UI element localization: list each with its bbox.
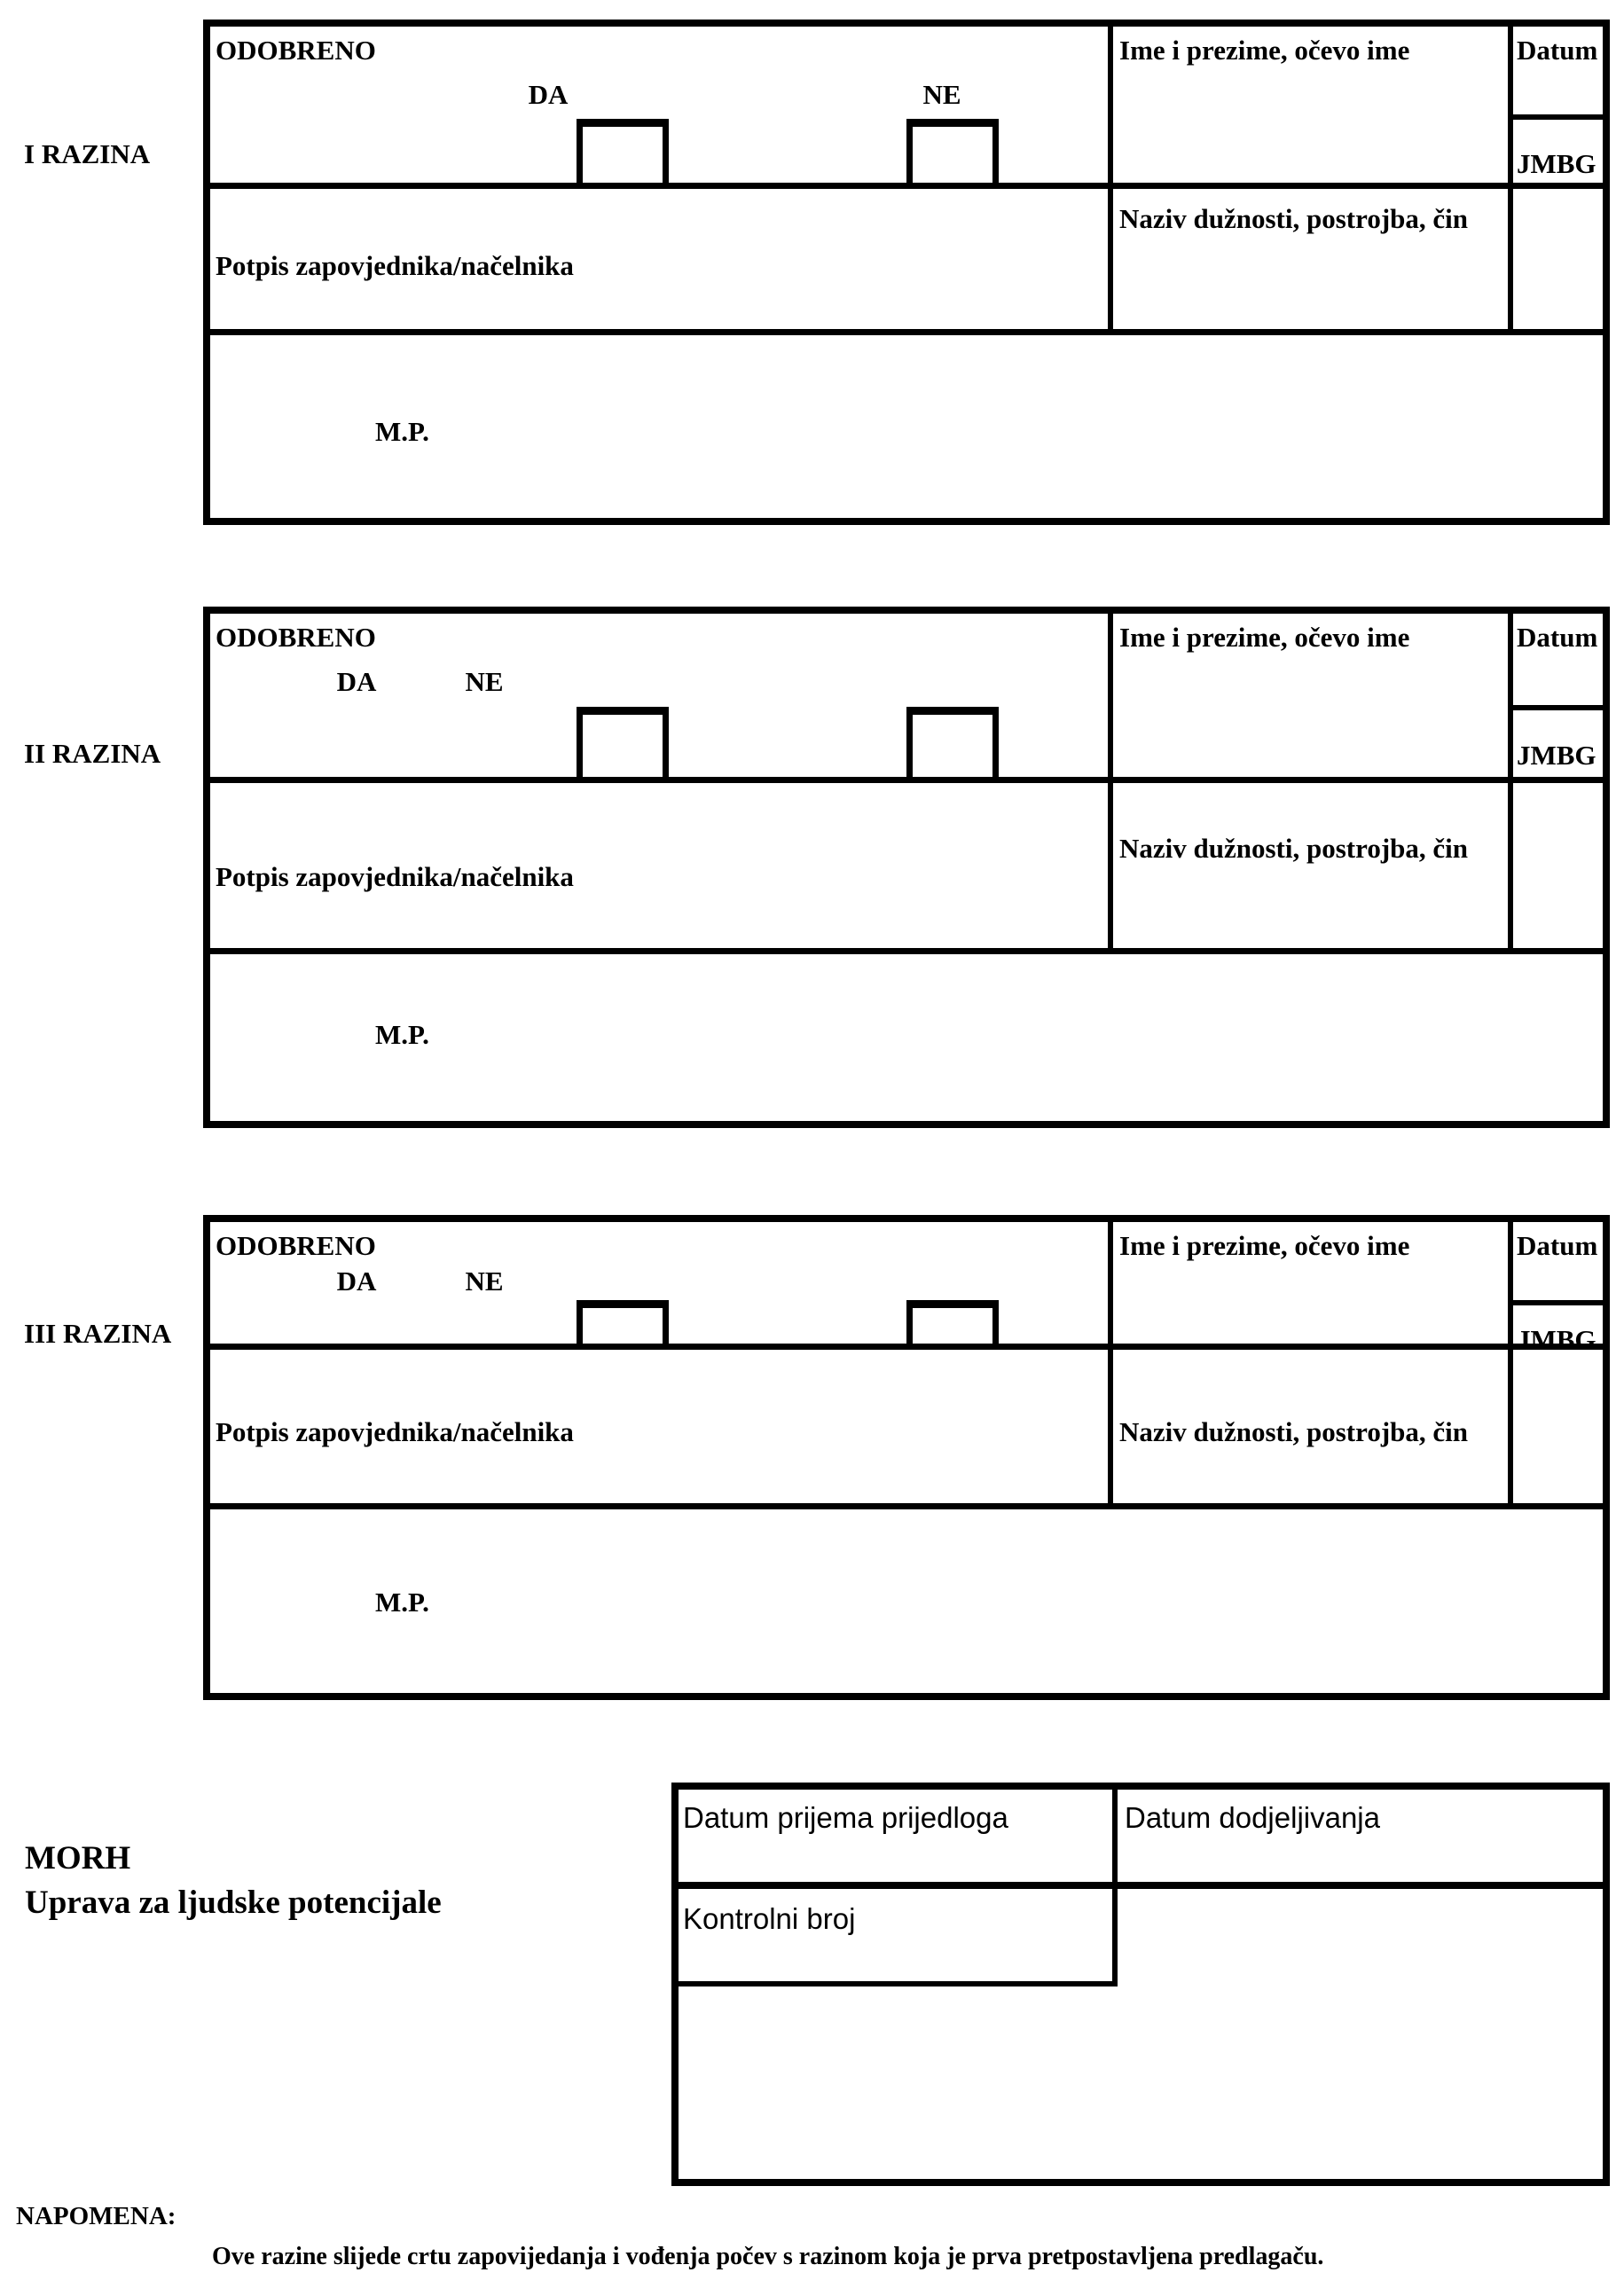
level-1-yes-label: DA — [528, 79, 569, 110]
level-3-table — [203, 1215, 1610, 1700]
level-1-duty-label: Naziv dužnosti, postrojba, čin — [1119, 203, 1468, 234]
level-1-row1-divider — [203, 183, 1610, 189]
level-1-no-label: NE — [922, 79, 961, 110]
level-3-label: III RAZINA — [24, 1318, 172, 1349]
level-3-col1-divider — [1108, 1215, 1113, 1509]
level-2-col2-divider — [1508, 607, 1513, 954]
level-1-row2-divider — [203, 329, 1610, 335]
level-1-name-label: Ime i prezime, očevo ime — [1119, 35, 1410, 66]
registry-col-divider — [1112, 1783, 1118, 1986]
level-2-approved-label: ODOBRENO — [216, 622, 376, 653]
level-3-yes-label: DA — [336, 1266, 377, 1297]
level-3-row1-divider — [203, 1344, 1610, 1350]
registry-row1-divider — [671, 1882, 1610, 1889]
level-3-jmbg-label: JMBG — [1517, 1324, 1597, 1355]
level-2-date-jmbg-divider — [1508, 705, 1610, 710]
level-1-col2-divider — [1508, 20, 1513, 335]
level-3-date-jmbg-divider — [1508, 1300, 1610, 1305]
level-1-date-label: Datum — [1517, 35, 1598, 66]
level-1-jmbg-label: JMBG — [1517, 148, 1597, 179]
level-3-name-label: Ime i prezime, očevo ime — [1119, 1230, 1410, 1261]
note-text: Ove razine slijede crtu zapovijedanja i vođenja počev s razinom koja je prva pretpostavljena predlagaču. — [212, 2243, 1324, 2270]
level-2-name-label: Ime i prezime, očevo ime — [1119, 622, 1410, 653]
level-2-date-label: Datum — [1517, 622, 1598, 653]
level-2-seal-label: M.P. — [375, 1019, 429, 1050]
level-3-date-label: Datum — [1517, 1230, 1598, 1261]
level-3-signature-label: Potpis zapovjednika/načelnika — [216, 1416, 574, 1447]
level-2-row1-divider — [203, 777, 1610, 783]
level-1-date-jmbg-divider — [1508, 114, 1610, 120]
level-2-row2-divider — [203, 948, 1610, 954]
level-2-yes-checkbox[interactable] — [577, 707, 669, 777]
level-3-no-checkbox[interactable] — [906, 1300, 999, 1344]
level-2-col1-divider — [1108, 607, 1113, 954]
level-1-col1-divider — [1108, 20, 1113, 335]
level-3-row2-divider — [203, 1503, 1610, 1509]
level-3-seal-label: M.P. — [375, 1587, 429, 1618]
level-3-approved-label: ODOBRENO — [216, 1230, 376, 1261]
note-title: NAPOMENA: — [16, 2202, 177, 2230]
registry-control-divider — [671, 1981, 1118, 1986]
level-1-signature-label: Potpis zapovjednika/načelnika — [216, 250, 574, 281]
level-2-signature-label: Potpis zapovjednika/načelnika — [216, 861, 574, 892]
level-2-yes-label: DA — [336, 666, 377, 697]
level-2-no-label: NE — [465, 666, 504, 697]
level-1-label: I RAZINA — [24, 138, 151, 169]
level-3-duty-label: Naziv dužnosti, postrojba, čin — [1119, 1416, 1468, 1447]
org-department: Uprava za ljudske potencijale — [25, 1885, 442, 1921]
level-1-yes-checkbox[interactable] — [577, 119, 669, 183]
receive-date-label: Datum prijema prijedloga — [683, 1801, 1008, 1834]
level-1-no-checkbox[interactable] — [906, 119, 999, 183]
level-1-seal-label: M.P. — [375, 416, 429, 447]
org-name: MORH — [25, 1840, 131, 1877]
control-number-label: Kontrolni broj — [683, 1902, 856, 1935]
level-1-approved-label: ODOBRENO — [216, 35, 376, 66]
level-2-label: II RAZINA — [24, 738, 161, 769]
level-3-col2-divider — [1508, 1215, 1513, 1509]
assign-date-label: Datum dodjeljivanja — [1125, 1801, 1380, 1834]
level-2-jmbg-label: JMBG — [1517, 740, 1597, 771]
level-3-yes-checkbox[interactable] — [577, 1300, 669, 1344]
level-2-no-checkbox[interactable] — [906, 707, 999, 777]
level-2-duty-label: Naziv dužnosti, postrojba, čin — [1119, 833, 1468, 864]
level-3-no-label: NE — [465, 1266, 504, 1297]
